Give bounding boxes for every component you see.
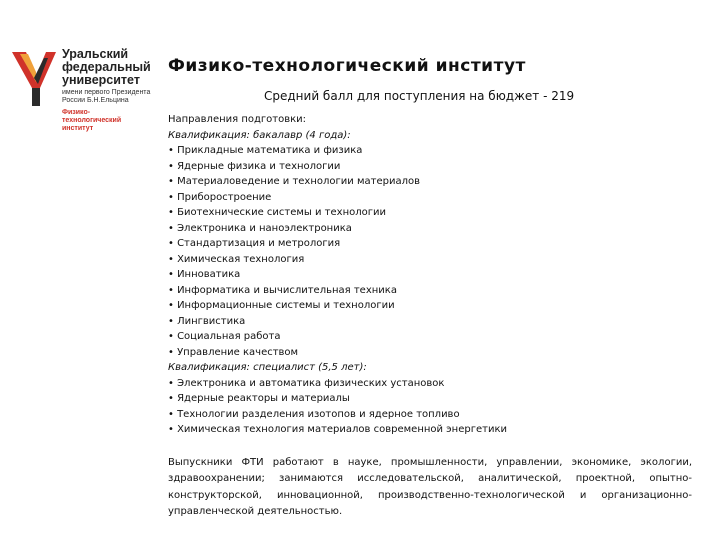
bachelor-item: • Прикладные математика и физика <box>168 143 692 159</box>
graduates-paragraph: Выпускники ФТИ работают в науке, промышленности, управлении, экономике, экологии, здравоохранении; занимаются исследовательской, аналитической, проектной, опытно-конструкторской, инновационной, производственно-технологической и организационно-управленческой деятельностью. <box>168 456 692 517</box>
specialist-item: • Электроника и автоматика физических установок <box>168 376 692 392</box>
urfu-emblem-icon <box>10 48 58 110</box>
logo-university-subtitle: имени первого Президента России Б.Н.Ельцина <box>62 89 151 104</box>
bachelor-item: • Электроника и наноэлектроника <box>168 221 692 237</box>
bachelor-item: • Информационные системы и технологии <box>168 298 692 314</box>
bachelor-item: • Приборостроение <box>168 190 692 206</box>
logo-university-name: Уральский федеральный университет <box>62 47 151 87</box>
bachelor-item: • Социальная работа <box>168 329 692 345</box>
directions-heading: Направления подготовки: <box>168 114 307 125</box>
bachelor-item: • Управление качеством <box>168 345 692 361</box>
specialist-item: • Технологии разделения изотопов и ядерное топливо <box>168 407 692 423</box>
bachelor-heading: Квалификация: бакалавр (4 года): <box>168 129 351 141</box>
bachelor-item: • Материаловедение и технологии материалов <box>168 174 692 190</box>
bachelor-item: • Информатика и вычислительная техника <box>168 283 692 299</box>
bachelor-item: • Химическая технология <box>168 252 692 268</box>
page-title: Физико-технологический институт <box>168 56 526 76</box>
content-body <box>168 112 692 521</box>
bachelor-item: • Инноватика <box>168 267 692 283</box>
logo-institute-name: Физико- технологический институт <box>62 109 122 132</box>
urfu-logo <box>10 48 170 148</box>
specialist-item: • Химическая технология материалов современной энергетики <box>168 422 692 438</box>
bachelor-item: • Стандартизация и метрология <box>168 236 692 252</box>
bachelor-item: • Ядерные физика и технологии <box>168 159 692 175</box>
bachelor-item: • Биотехнические системы и технологии <box>168 205 692 221</box>
specialist-item: • Ядерные реакторы и материалы <box>168 391 692 407</box>
bachelor-item: • Лингвистика <box>168 314 692 330</box>
average-score: Средний балл для поступления на бюджет - 219 <box>264 89 575 103</box>
specialist-heading: Квалификация: специалист (5,5 лет): <box>168 362 367 373</box>
